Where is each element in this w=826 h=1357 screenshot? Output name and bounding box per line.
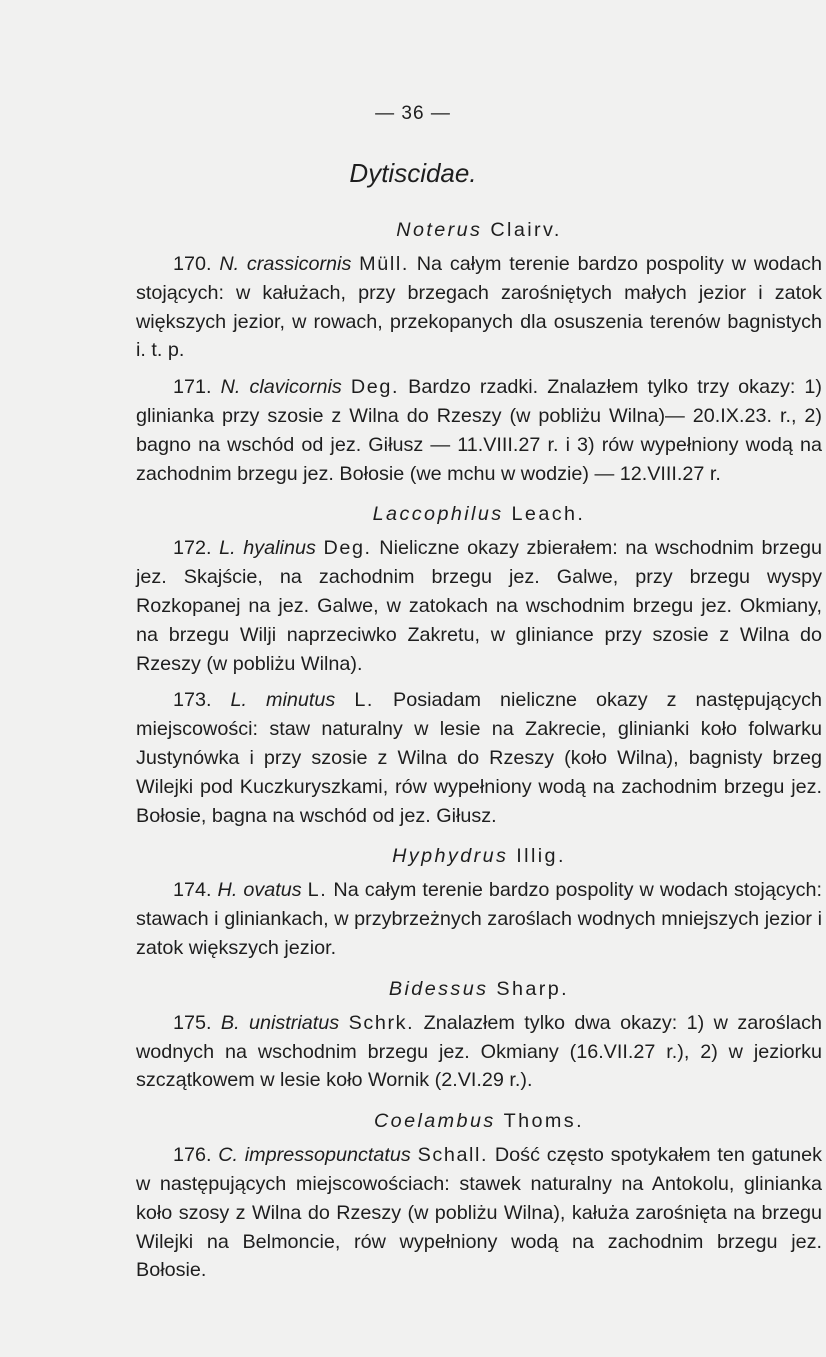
species-author: L. — [354, 689, 375, 712]
entry-number: 171. — [173, 376, 212, 399]
entry-number: 170. — [173, 253, 212, 275]
species-name: B. unistriatus — [220, 1011, 340, 1034]
entry-text: Posiadam nieliczne okazy z następujących miejscowości: staw naturalny w lesie na Zakrecie, glinianki koło folwarku Justynówka i przy szosie z Wilna do Rzeszy (koło Wilna), bagnisty brzeg Wilejki pod Kuczkuryszkami, rów wypełniony wodą na zachodnim brzegu jez. Bołosie, bagna na wschód od jez. Giłusz. — [136, 689, 823, 827]
species-entry — [136, 373, 822, 488]
entry-number: 174. — [173, 879, 212, 902]
entry-text: Dość często spotykałem ten gatunek w następujących miejscowościach: stawek naturalny na Antokolu, glinianka koło szosy z Wilna do Rzeszy (w pobliżu Wilna), kałuża zarośnięta na brzegu Wilejki na Belmoncie, rów wypełniony wodą na zachodnim brzegu jez. Bołosie. — [136, 1144, 823, 1282]
species-entry — [136, 250, 822, 365]
genus-author: Sharp. — [496, 977, 570, 1000]
genus-author: Leach. — [511, 503, 586, 526]
entry-number: 173. — [173, 689, 212, 712]
species-name: H. ovatus — [217, 879, 302, 902]
genus-author: Thoms. — [503, 1110, 584, 1133]
entry-text: Na całym terenie bardzo pospolity w wodach stojących: stawach i gliniankach, w przybrzeżnych zaroślach wodnych mniejszych jezior i zatok większych jezior. — [136, 879, 822, 959]
family-heading: Dytiscidae. — [349, 158, 477, 188]
entry-number: 176. — [173, 1144, 212, 1167]
genus-name: Bidessus — [388, 977, 489, 1000]
genus-author: Illig. — [516, 845, 566, 868]
genus-name: Laccophilus — [372, 503, 504, 526]
entry-text: Znalazłem tylko dwa okazy: 1) w zaroślach wodnych na wschodnim brzegu jez. Okmiany (16.VII.27 r.), 2) w jeziorku szczątkowem w lesie koło Wornik (2.VI.29 r.). — [136, 1011, 822, 1092]
genus-heading — [136, 1109, 822, 1133]
species-name: N. crassicornis — [219, 253, 352, 275]
species-entry — [136, 876, 822, 962]
entry-number: 172. — [173, 537, 212, 560]
species-author: Schrk. — [348, 1011, 415, 1034]
species-author: L. — [307, 879, 328, 902]
genus-name: Coelambus — [373, 1110, 496, 1133]
entry-text: Nieliczne okazy zbierałem: na wschodnim brzegu jez. Skajście, na zachodnim brzegu jez. Galwe, przy brzegu wyspy Rozkopanej na jez. Galwe, w zatokach na wschodnim brzegu jez. Okmiany, na brzegu Wilji naprzeciwko Zakretu, w gliniance przy szosie z Wilna do Rzeszy (w pobliżu Wilna). — [136, 537, 822, 675]
genus-heading — [136, 844, 822, 868]
genus-name: Noterus — [396, 219, 483, 241]
species-author: Deg. — [323, 537, 372, 560]
page-text — [136, 218, 822, 1285]
species-name: C. impressopunctatus — [218, 1144, 411, 1167]
entry-text: Na całym terenie bardzo pospolity w wodach stojących: w kałużach, przy brzegach zarośniętych małych jezior i zatok większych jezior, w rowach, przekopanych dla osuszenia terenów bagnistych i. t. p. — [136, 253, 823, 362]
genus-author: Clairv. — [490, 219, 562, 241]
species-name: N. clavicornis — [220, 376, 342, 399]
genus-heading — [136, 218, 822, 242]
genus-name: Hyphydrus — [392, 845, 509, 868]
species-entry — [136, 686, 822, 830]
species-entry — [136, 1141, 822, 1285]
page-number: — 36 — — [375, 103, 451, 124]
species-author: Schall. — [417, 1144, 489, 1167]
species-author: Deg. — [350, 376, 400, 399]
species-author: Müll. — [359, 253, 409, 275]
species-name: L. hyalinus — [219, 537, 316, 560]
genus-heading — [136, 502, 822, 526]
species-name: L. minutus — [230, 689, 336, 712]
species-entry — [136, 1009, 822, 1095]
genus-heading — [136, 977, 822, 1001]
entry-text: Bardzo rzadki. Znalazłem tylko trzy okazy: 1) glinianka przy szosie z Wilna do Rzeszy (w pobliżu Wilna)— 20.IX.23. r., 2) bagno na wschód od jez. Giłusz — 11.VIII.27 r. i 3) rów wypełniony wodą na zachodnim brzegu jez. Bołosie (we mchu w wodzie) — 12.VIII.27 r. — [136, 376, 823, 485]
entry-number: 175. — [173, 1011, 212, 1034]
species-entry — [136, 534, 822, 678]
